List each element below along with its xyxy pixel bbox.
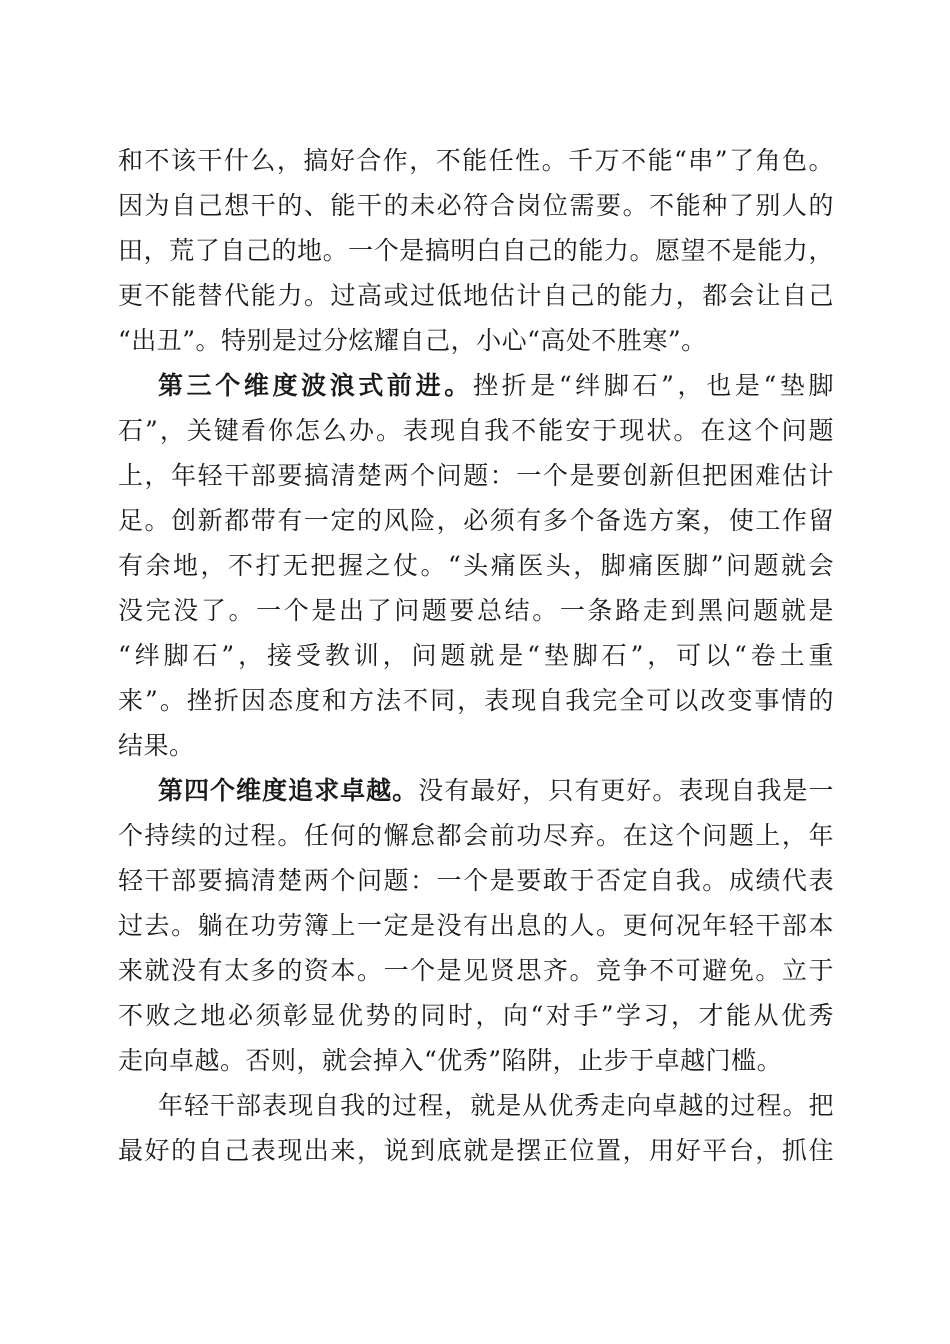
body-text: 石”，关键看你怎么办。表现自我不能安于现状。在这个问题: [118, 416, 834, 445]
paragraph-p1: [118, 138, 834, 363]
text-line: [118, 138, 834, 183]
body-text: 田，荒了自己的地。一个是搞明白自己的能力。愿望不是能力，: [118, 236, 834, 265]
text-line: [118, 768, 834, 813]
section-heading: 第三个维度波浪式前进。: [158, 371, 473, 400]
text-line: [118, 273, 834, 318]
paragraph-p3: [118, 768, 834, 1083]
body-text: 来就没有太多的资本。一个是见贤思齐。竞争不可避免。立于: [118, 956, 834, 985]
text-line: [118, 183, 834, 228]
body-text: 挫折是“绊脚石”，也是“垫脚: [472, 371, 834, 400]
paragraph-p2: [118, 363, 834, 768]
text-line: [118, 903, 834, 948]
body-text: “出丑”。特别是过分炫耀自己，小心“高处不胜寒”。: [118, 326, 707, 355]
section-heading: 第四个维度追求卓越。: [158, 776, 419, 805]
text-line: [118, 1038, 834, 1083]
text-line: [118, 1128, 834, 1173]
body-text: 足。创新都带有一定的风险，必须有多个备选方案，使工作留: [118, 506, 834, 535]
body-text: 来”。挫折因态度和方法不同，表现自我完全可以改变事情的: [118, 686, 834, 715]
text-line: [118, 588, 834, 633]
text-line: [118, 678, 834, 723]
text-line: [118, 858, 834, 903]
text-line: [118, 993, 834, 1038]
body-text: 没有最好，只有更好。表现自我是一: [418, 776, 834, 805]
text-line: [118, 543, 834, 588]
body-text: 因为自己想干的、能干的未必符合岗位需要。不能种了别人的: [118, 191, 834, 220]
text-line: [118, 318, 834, 363]
text-line: [118, 228, 834, 273]
body-text: 上，年轻干部要搞清楚两个问题：一个是要创新但把困难估计: [118, 461, 834, 490]
text-line: [118, 498, 834, 543]
body-text: 轻干部要搞清楚两个问题：一个是要敢于否定自我。成绩代表: [118, 866, 834, 895]
text-line: [118, 813, 834, 858]
body-text: 和不该干什么，搞好合作，不能任性。千万不能“串”了角色。: [118, 146, 834, 175]
text-line: [118, 363, 834, 408]
body-text: 有余地，不打无把握之仗。“头痛医头，脚痛医脚”问题就会: [118, 551, 834, 580]
body-text: 更不能替代能力。过高或过低地估计自己的能力，都会让自己: [118, 281, 834, 310]
text-line: [118, 948, 834, 993]
text-line: [118, 1083, 834, 1128]
body-text: 结果。: [118, 731, 195, 760]
document-page: [118, 138, 834, 1173]
text-line: [118, 408, 834, 453]
text-line: [118, 633, 834, 678]
body-text: “绊脚石”，接受教训，问题就是“垫脚石”，可以“卷土重: [118, 641, 834, 670]
text-line: [118, 453, 834, 498]
body-text: 没完没了。一个是出了问题要总结。一条路走到黑问题就是: [118, 596, 834, 625]
body-text: 年轻干部表现自我的过程，就是从优秀走向卓越的过程。把: [158, 1091, 834, 1120]
body-text: 不败之地必须彰显优势的同时，向“对手”学习，才能从优秀: [118, 1001, 834, 1030]
text-line: [118, 723, 834, 768]
body-text: 最好的自己表现出来，说到底就是摆正位置，用好平台，抓住: [118, 1136, 834, 1165]
body-text: 过去。躺在功劳簿上一定是没有出息的人。更何况年轻干部本: [118, 911, 834, 940]
paragraph-p4: [118, 1083, 834, 1173]
body-text: 走向卓越。否则，就会掉入“优秀”陷阱，止步于卓越门槛。: [118, 1046, 783, 1075]
body-text: 个持续的过程。任何的懈怠都会前功尽弃。在这个问题上，年: [118, 821, 834, 850]
